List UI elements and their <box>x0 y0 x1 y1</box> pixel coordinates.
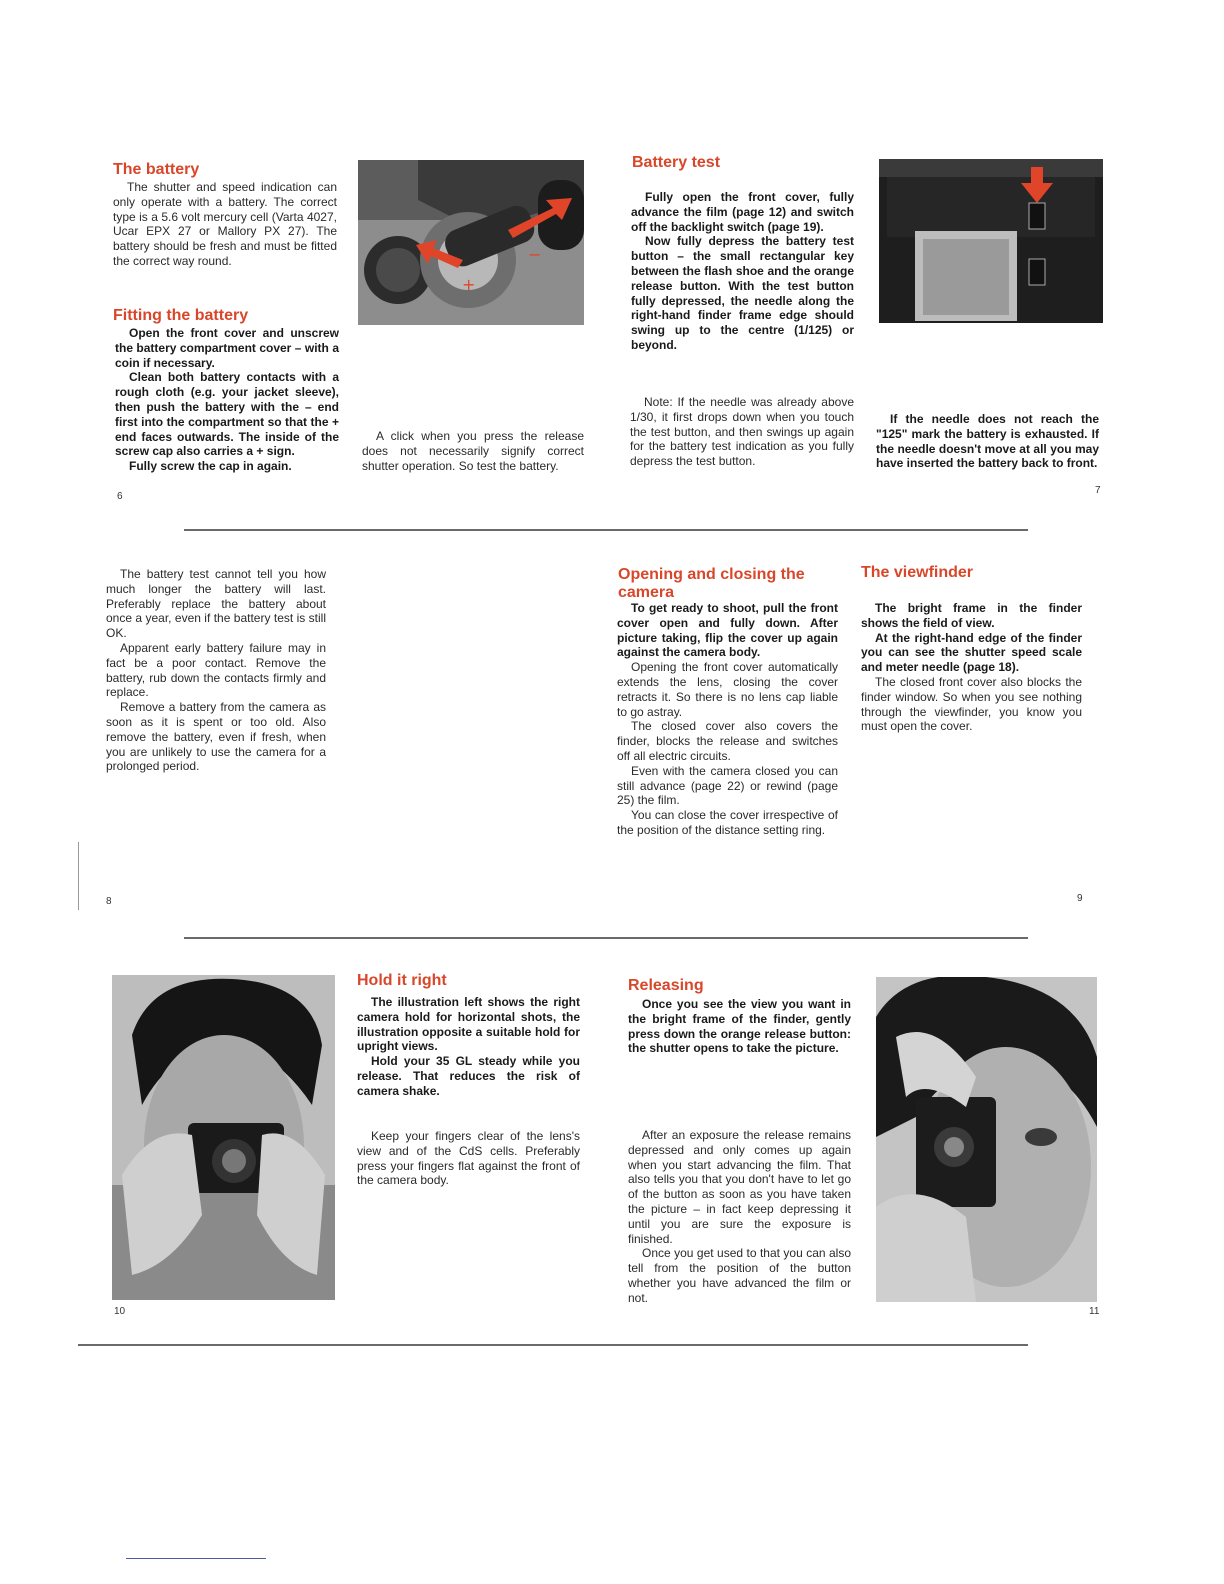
releasing-paragraph: Once you see the view you want in the bright frame of the finder, gently press down the orange release button: the shutter opens to take the picture. <box>628 997 851 1056</box>
page-number-10: 10 <box>114 1306 126 1317</box>
svg-text:−: − <box>528 245 542 264</box>
footer-link-underline <box>126 1558 266 1559</box>
battery-life-paragraph: The battery test cannot tell you how much longer the battery will last. Preferably replace the battery about once a year, even if the battery test is still OK. Apparent early battery failure may in fact be a poor contact. Remove the battery, rub down the contacts firmly and replace. Remove a battery from the camera as soon as it is spent or too old. Also remove the battery, even if fresh, when you are unlikely to use the camera for a prolonged period. <box>106 567 326 774</box>
hold-it-right-paragraph: The illustration left shows the right camera hold for horizontal shots, the illustration opposite a suitable hold for upright views. Hold your 35 GL steady while you release. That reduces the risk of camera shake. <box>357 995 580 1098</box>
battery-test-paragraph: Fully open the front cover, fully advance the film (page 12) and switch off the backlight switch (page 19). Now fully depress the battery test button – the small rectangular key between the flash shoe and the orange release button. With the test button fully depressed, the needle along the right-hand finder frame edge should swing up to the centre (1/125) or beyond. <box>631 190 854 352</box>
battery-paragraph: The shutter and speed indication can only operate with a battery. The correct type is a 5.6 volt mercury cell (Varta 4027, Ucar EPX 27 or Mallory PX 27). The battery should be fresh and must be fitted the correct way round. <box>113 180 337 268</box>
page-number-9: 9 <box>1077 893 1083 904</box>
heading-the-viewfinder: The viewfinder <box>861 564 974 581</box>
upright-hold-photo <box>876 977 1097 1302</box>
svg-text:+: + <box>462 275 476 294</box>
battery-test-note: Note: If the needle was already above 1/30, it first drops down when you touch the test button, and then swings up again for the battery test indication as you fully depress the test button. <box>630 395 854 469</box>
page-number-6: 6 <box>117 491 123 502</box>
battery-caption: A click when you press the release does not necessarily signify correct shutter operation. So test the battery. <box>362 429 584 473</box>
battery-insertion-photo <box>358 160 584 325</box>
heading-fitting-the-battery: Fitting the battery <box>113 307 249 324</box>
camera-top-photo <box>879 159 1103 323</box>
release-button-paragraph: After an exposure the release remains depressed and only comes up again when you start advancing the film. That also tells you that you don't have to let go of the button as soon as you have taken the picture – in fact keep depressing it until you are sure the exposure is finished. Once you get used to that you can also tell from the position of the button whether you have advanced the film or not. <box>628 1128 851 1305</box>
horizontal-hold-photo <box>112 975 335 1300</box>
heading-releasing: Releasing <box>628 977 704 994</box>
battery-exhausted-paragraph: If the needle does not reach the "125" mark the battery is exhausted. If the needle doesn't move at all you may have inserted the battery back to front. <box>876 412 1099 471</box>
heading-the-battery: The battery <box>113 161 200 178</box>
heading-battery-test: Battery test <box>632 154 721 171</box>
page-number-7: 7 <box>1095 485 1101 496</box>
spread-divider-1 <box>184 529 1028 531</box>
fitting-paragraph: Open the front cover and unscrew the battery compartment cover – with a coin if necessary. Clean both battery contacts with a rough cloth (e.g. your jacket sleeve), then push the battery with the – end first into the compartment so that the + end faces outwards. The inside of the screw cap also carries a + sign. Fully screw the cap in again. <box>115 326 339 474</box>
heading-hold-it-right: Hold it right <box>357 972 447 989</box>
margin-mark <box>78 842 79 910</box>
page-number-8: 8 <box>106 896 112 907</box>
fingers-paragraph: Keep your fingers clear of the lens's view and of the CdS cells. Preferably press your fingers flat against the front of the camera body. <box>357 1129 580 1188</box>
spread-divider-3 <box>78 1344 1028 1346</box>
viewfinder-paragraph: The bright frame in the finder shows the field of view. At the right-hand edge of the finder you can see the shutter speed scale and meter needle (page 18). The closed front cover also blocks the finder window. So when you see nothing through the viewfinder, you know you must open the cover. <box>861 601 1082 734</box>
spread-divider-2 <box>184 937 1028 939</box>
heading-opening-closing: Opening and closing the camera <box>618 566 805 601</box>
opening-closing-paragraph: To get ready to shoot, pull the front cover open and fully down. After picture taking, flip the cover up again against the camera body. Opening the front cover automatically extends the lens, closing the cover retracts it. So there is no lens cap liable to go astray. The closed cover also covers the finder, blocks the release and switches off all electric circuits. Even with the camera closed you can still advance (page 22) or rewind (page 25) the film. You can close the cover irrespective of the position of the distance setting ring. <box>617 601 838 837</box>
page-number-11: 11 <box>1089 1306 1100 1317</box>
